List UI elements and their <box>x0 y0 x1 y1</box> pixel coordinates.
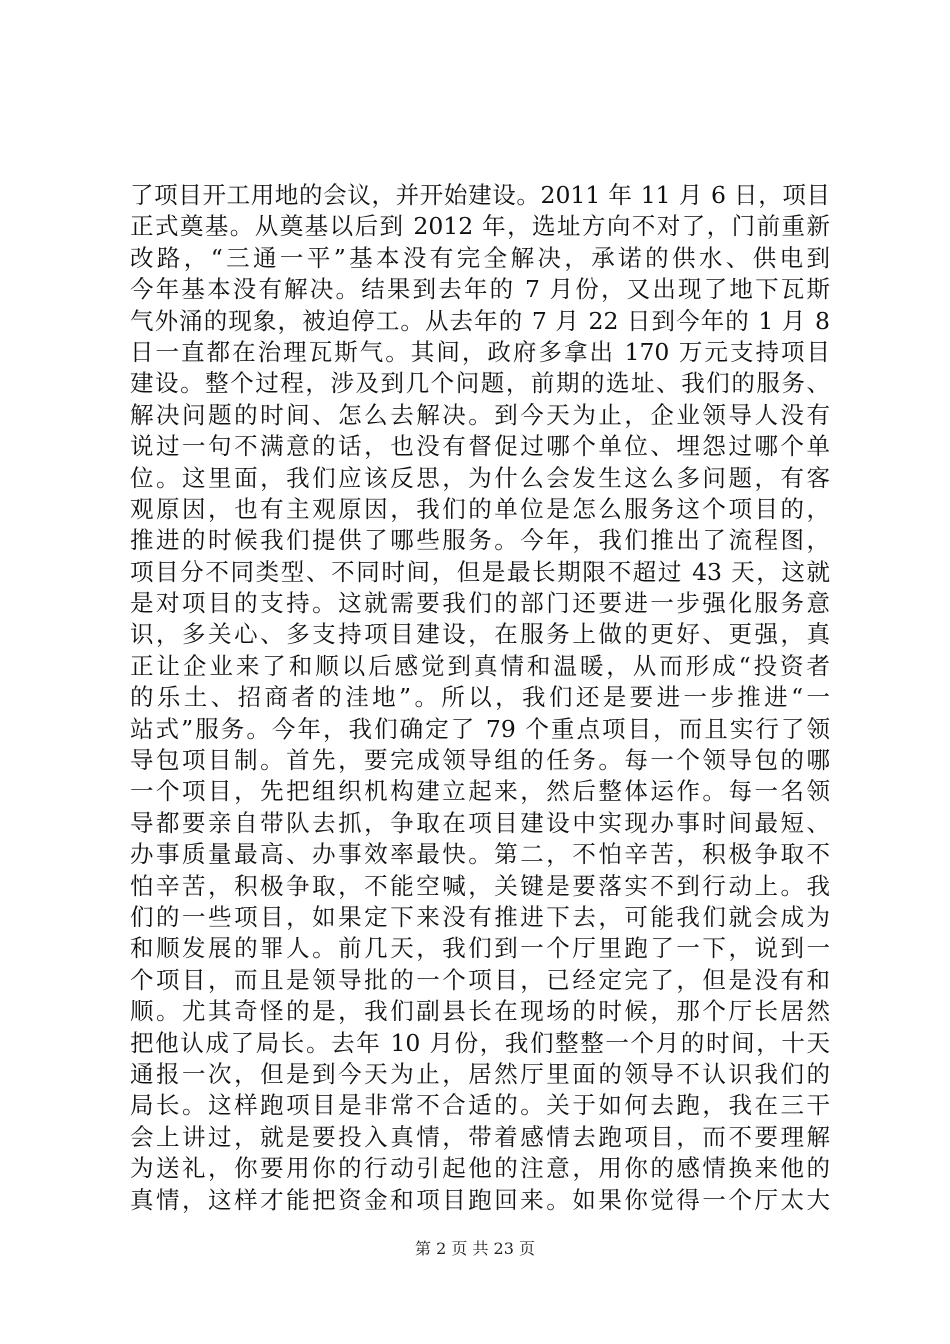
text-line: 推进的时候我们提供了哪些服务。今年，我们推出了流程图， <box>130 526 830 555</box>
text-line: 导包项目制。首先，要完成领导组的任务。每一个领导包的哪 <box>130 746 830 775</box>
body-text <box>130 180 830 1216</box>
text-line: 们的一些项目，如果定下来没有推进下去，可能我们就会成为 <box>130 902 830 931</box>
text-line: 改路，“三通一平”基本没有完全解决，承诺的供水、供电到 <box>130 243 830 272</box>
text-line: 解决问题的时间、怎么去解决。到今天为止，企业领导人没有 <box>130 400 830 429</box>
text-line: 局长。这样跑项目是非常不合适的。关于如何去跑，我在三干 <box>130 1091 830 1120</box>
text-line: 办事质量最高、办事效率最快。第二，不怕辛苦，积极争取不 <box>130 840 830 869</box>
text-line: 为送礼，你要用你的行动引起他的注意，用你的感情换来他的 <box>130 1154 830 1183</box>
text-line: 观原因，也有主观原因，我们的单位是怎么服务这个项目的， <box>130 494 830 523</box>
text-line: 真情，这样才能把资金和项目跑回来。如果你觉得一个厅太大 <box>130 1185 830 1214</box>
text-line: 正式奠基。从奠基以后到 2012 年，选址方向不对了，门前重新 <box>130 212 830 241</box>
text-line: 通报一次，但是到今天为止，居然厅里面的领导不认识我们的 <box>130 1059 830 1088</box>
text-line: 日一直都在治理瓦斯气。其间，政府多拿出 170 万元支持项目 <box>130 337 830 366</box>
text-line: 今年基本没有解决。结果到去年的 7 月份，又出现了地下瓦斯 <box>130 275 830 304</box>
text-line: 位。这里面，我们应该反思，为什么会发生这么多问题，有客 <box>130 463 830 492</box>
text-line: 顺。尤其奇怪的是，我们副县长在现场的时候，那个厅长居然 <box>130 997 830 1026</box>
text-line: 一个项目，先把组织机构建立起来，然后整体运作。每一名领 <box>130 777 830 806</box>
text-line: 导都要亲自带队去抓，争取在项目建设中实现办事时间最短、 <box>130 808 830 837</box>
page-footer: 第 2 页 共 23 页 <box>415 1239 535 1258</box>
text-line: 是对项目的支持。这就需要我们的部门还要进一步强化服务意 <box>130 589 830 618</box>
text-line: 说过一句不满意的话，也没有督促过哪个单位、埋怨过哪个单 <box>130 432 830 461</box>
text-line: 识，多关心、多支持项目建设，在服务上做的更好、更强，真 <box>130 620 830 649</box>
text-line: 和顺发展的罪人。前几天，我们到一个厅里跑了一下，说到一 <box>130 934 830 963</box>
text-line: 站式”服务。今年，我们确定了 79 个重点项目，而且实行了领 <box>130 714 830 743</box>
text-line: 项目分不同类型、不同时间，但是最长期限不超过 43 天，这就 <box>130 557 830 586</box>
text-line: 正让企业来了和顺以后感觉到真情和温暖，从而形成“投资者 <box>130 651 830 680</box>
text-line: 把他认成了局长。去年 10 月份，我们整整一个月的时间，十天 <box>130 1028 830 1057</box>
text-line: 个项目，而且是领导批的一个项目，已经定完了，但是没有和 <box>130 965 830 994</box>
text-line: 建设。整个过程，涉及到几个问题，前期的选址、我们的服务、 <box>130 369 830 398</box>
text-line: 气外涌的现象，被迫停工。从去年的 7 月 22 日到今年的 1 月 8 <box>130 306 830 335</box>
text-line: 了项目开工用地的会议，并开始建设。2011 年 11 月 6 日，项目 <box>130 181 830 209</box>
text-line: 会上讲过，就是要投入真情，带着感情去跑项目，而不要理解 <box>130 1122 830 1151</box>
text-line: 怕辛苦，积极争取，不能空喊，关键是要落实不到行动上。我 <box>130 871 830 900</box>
text-line: 的乐土、招商者的洼地”。所以，我们还是要进一步推进“一 <box>130 683 830 712</box>
